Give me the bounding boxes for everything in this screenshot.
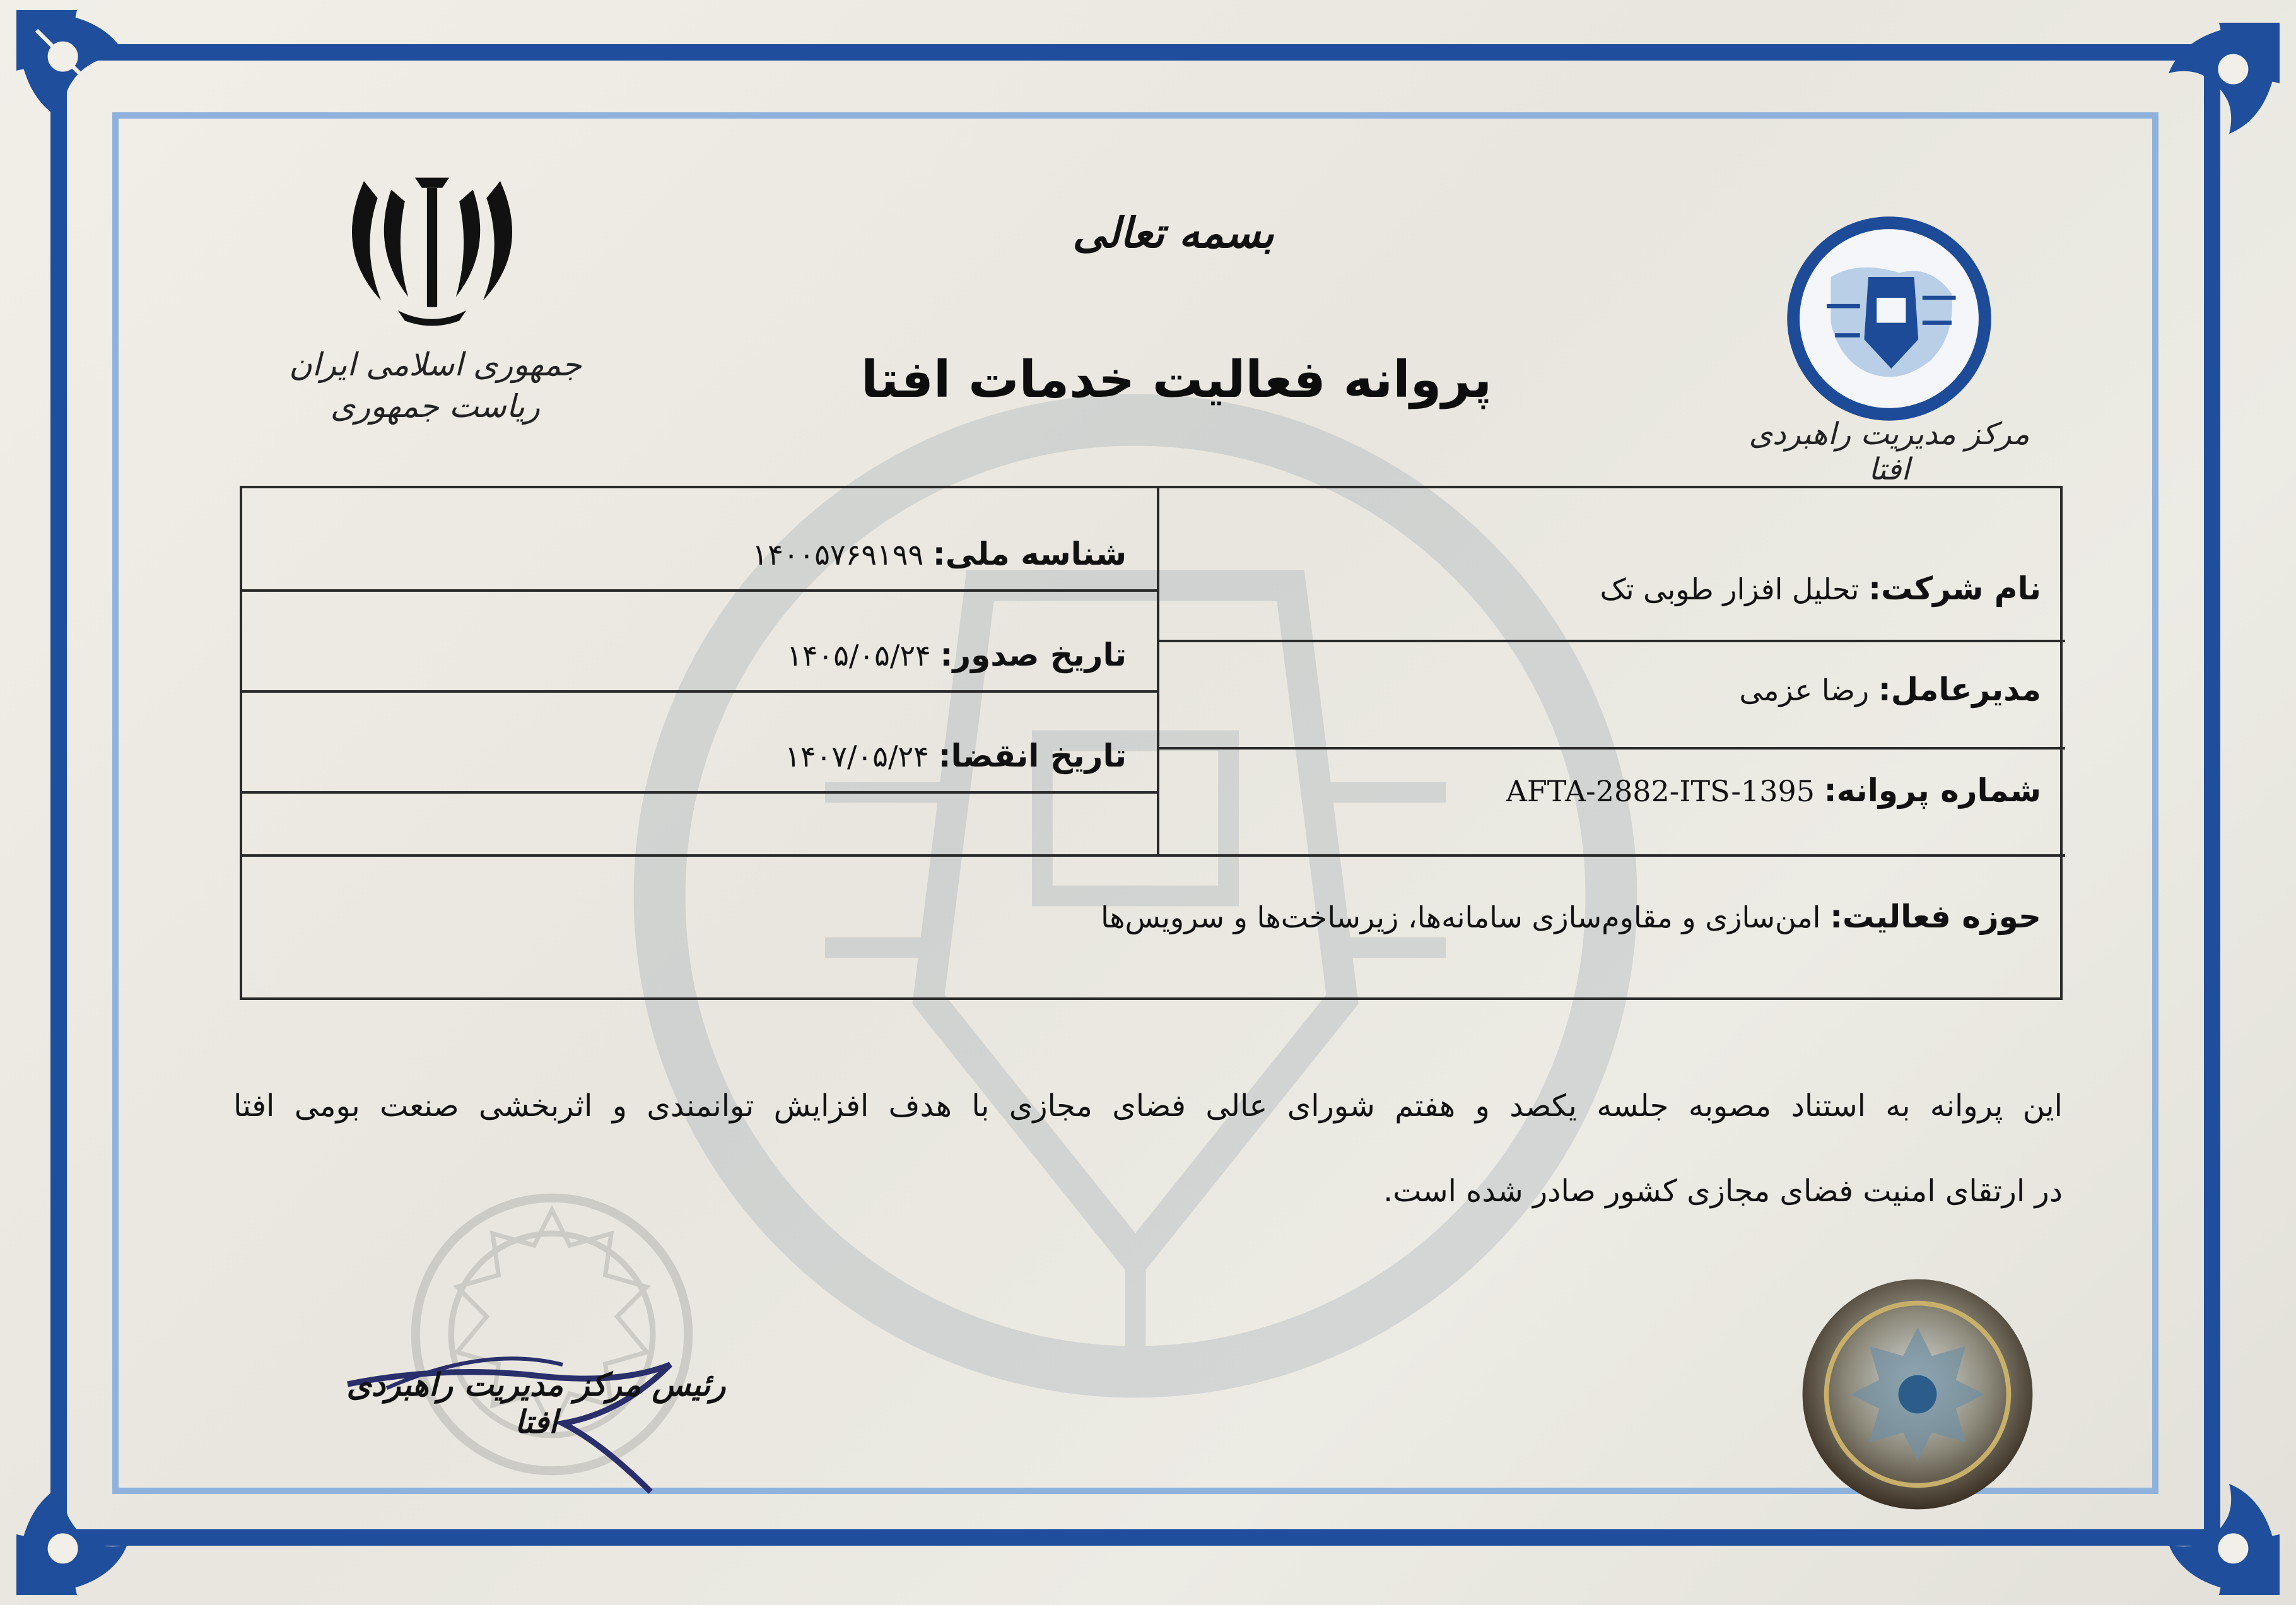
expiry-label: تاریخ انقضا:	[938, 738, 1127, 774]
body-line-2: در ارتقای امنیت فضای مجازی کشور صادر شده است.	[1383, 1173, 2063, 1209]
table-line	[1157, 640, 2065, 642]
national-id-value: ۱۴۰۰۵۷۶۹۱۹۹	[752, 538, 924, 572]
signatory-title: رئیس مرکز مدیریت راهبردی افتا	[346, 1366, 726, 1440]
gov-line-2: ریاست جمهوری	[330, 388, 541, 425]
company-value: تحلیل افزار طوبی تک	[1600, 572, 1860, 606]
ceo-row	[1739, 671, 2041, 708]
gov-line-1: جمهوری اسلامی ایران	[289, 346, 582, 383]
national-id-row	[752, 536, 1127, 572]
afta-logo-icon	[1785, 215, 1993, 423]
iran-emblem-icon	[328, 164, 536, 334]
ornament-corner-icon	[2088, 13, 2290, 215]
issue-date-label: تاریخ صدور:	[940, 637, 1127, 673]
scope-label: حوزه فعالیت:	[1830, 898, 2041, 935]
expiry-value: ۱۴۰۷/۰۵/۲۴	[785, 739, 929, 773]
table-divider-vertical	[1157, 488, 1159, 854]
company-label: نام شرکت:	[1868, 570, 2041, 607]
ceo-label: مدیرعامل:	[1878, 671, 2041, 708]
table-line	[1157, 747, 2065, 750]
body-line-1: این پروانه به استناد مصوبه جلسه یکصد و هفتم شورای عالی فضای مجازی با هدف افزایش توانمندی و اثربخشی صنعت بومی افتا	[233, 1088, 2063, 1124]
ornament-corner-icon	[2088, 1403, 2290, 1605]
table-line	[242, 690, 1157, 693]
table-line	[242, 589, 1157, 592]
license-label: شماره پروانه:	[1824, 772, 2041, 809]
table-line	[242, 854, 2065, 857]
license-value: AFTA-2882-ITS-1395	[1506, 774, 1815, 808]
scope-row	[1101, 898, 2041, 935]
expiry-row	[785, 738, 1127, 774]
national-id-label: شناسه ملی:	[932, 536, 1127, 572]
government-caption	[271, 344, 599, 427]
issue-date-row	[787, 637, 1127, 673]
issue-date-value: ۱۴۰۵/۰۵/۲۴	[787, 638, 931, 673]
scope-value: امن‌سازی و مقاوم‌سازی سامانه‌ها، زیرساخت‌ها و سرویس‌ها	[1101, 900, 1821, 934]
license-row	[1506, 772, 2041, 809]
basmala: بسمه تعالی	[1072, 208, 1274, 257]
ceo-value: رضا عزمی	[1739, 673, 1870, 707]
ornament-corner-icon	[6, 0, 208, 202]
ornament-corner-icon	[6, 1403, 208, 1605]
info-table	[240, 486, 2063, 1000]
hologram-seal-icon	[1798, 1274, 2037, 1514]
certificate-title: پروانه فعالیت خدمات افتا	[860, 350, 1492, 409]
afta-center-caption: مرکز مدیریت راهبردی افتا	[1748, 416, 2030, 487]
company-row	[1600, 570, 2041, 607]
table-line	[242, 791, 1157, 794]
